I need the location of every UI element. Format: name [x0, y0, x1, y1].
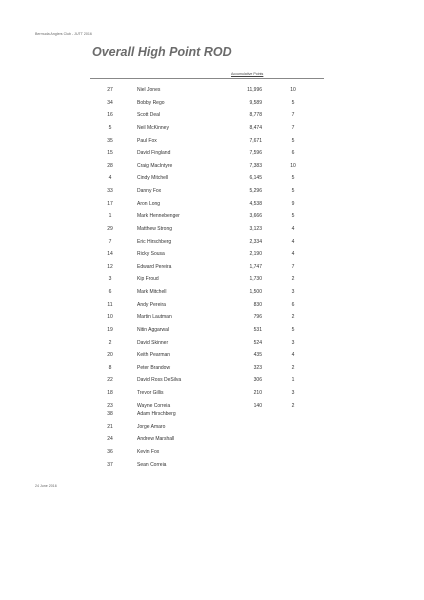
list-item [0, 424, 424, 437]
angler-count: 2 [291, 314, 295, 321]
angler-number: 15 [107, 150, 113, 157]
angler-points: 11,996 [247, 87, 262, 93]
angler-points: 306 [253, 377, 262, 384]
angler-number: 2 [108, 339, 112, 346]
angler-name: Adam Hirschberg [137, 411, 176, 417]
page-title: Overall High Point ROD [92, 45, 232, 59]
angler-count: 5 [291, 137, 295, 144]
angler-name: Niel Jones [137, 87, 161, 93]
table-row [0, 188, 424, 201]
angler-count: 6 [291, 301, 295, 308]
angler-name: Cindy Mitchell [137, 175, 169, 182]
table-row [0, 302, 424, 315]
angler-name: David Ross DeSilva [137, 377, 182, 384]
table-row [0, 390, 424, 403]
angler-number: 29 [107, 225, 113, 232]
angler-points: 830 [253, 301, 262, 308]
angler-number: 17 [107, 200, 113, 207]
angler-number: 18 [107, 390, 113, 396]
angler-count: 3 [291, 390, 295, 396]
angler-points: 4,538 [249, 200, 262, 207]
angler-number: 5 [108, 124, 112, 131]
angler-number: 35 [107, 137, 113, 144]
angler-number: 24 [107, 436, 113, 443]
table-row [0, 226, 424, 239]
angler-count: 4 [291, 225, 295, 232]
angler-count: 5 [291, 99, 295, 106]
angler-name: Andy Pereira [137, 301, 166, 308]
angler-number: 4 [108, 175, 112, 182]
header-rule [90, 78, 324, 79]
table-row [0, 340, 424, 353]
header-note: Bermuda Anglers Club - JUTT 2016 [35, 32, 92, 36]
angler-points: 8,474 [249, 124, 262, 131]
angler-count: 3 [291, 289, 295, 295]
list-item [0, 462, 424, 475]
table-row [0, 377, 424, 390]
angler-count: 1 [291, 377, 295, 384]
angler-name: Matthew Strong [137, 225, 173, 232]
angler-name: Scott Deal [137, 112, 161, 119]
angler-count: 5 [291, 175, 295, 182]
angler-count: 9 [291, 200, 295, 207]
angler-count: 7 [291, 112, 295, 119]
table-row [0, 100, 424, 113]
angler-name: Wayne Correia [137, 402, 171, 409]
footer-date: 24 June 2016 [35, 484, 57, 488]
angler-name: Trevor Gillis [137, 390, 164, 396]
angler-number: 8 [108, 364, 112, 371]
list-item [0, 436, 424, 449]
angler-name: Edward Pereira [137, 263, 172, 270]
table-row [0, 163, 424, 176]
angler-number: 23 [107, 402, 113, 409]
table-row [0, 87, 424, 100]
table-row [0, 289, 424, 302]
angler-number: 27 [107, 87, 113, 93]
angler-name: Aron Long [137, 200, 161, 207]
angler-count: 5 [291, 188, 295, 194]
points-column-header: Accumulative Points [231, 72, 264, 76]
angler-points: 7,671 [249, 137, 262, 144]
angler-name: Andrew Marshall [137, 436, 175, 443]
angler-number: 19 [107, 326, 113, 333]
angler-points: 531 [253, 326, 262, 333]
angler-name: Paul Fox [137, 137, 157, 144]
angler-name: Bobby Rego [137, 99, 165, 106]
table-row [0, 327, 424, 340]
angler-number: 34 [107, 99, 113, 106]
angler-number: 33 [107, 188, 113, 194]
angler-number: 3 [108, 276, 112, 283]
angler-points: 1,747 [249, 263, 262, 270]
angler-count: 10 [290, 87, 296, 93]
standings-table [0, 87, 424, 415]
angler-number: 36 [107, 448, 113, 455]
no-points-list [0, 411, 424, 474]
angler-number: 12 [107, 263, 113, 270]
angler-name: Kip Froud [137, 276, 159, 283]
table-row [0, 251, 424, 264]
angler-number: 14 [107, 251, 113, 258]
table-row [0, 365, 424, 378]
angler-number: 1 [108, 213, 112, 220]
angler-name: Eric Hirschberg [137, 238, 172, 245]
angler-count: 4 [291, 238, 295, 245]
angler-count: 6 [291, 150, 295, 157]
angler-name: Craig MacIntyre [137, 162, 173, 169]
angler-name: Ricky Sousa [137, 251, 165, 258]
angler-count: 10 [290, 162, 296, 169]
angler-count: 2 [291, 364, 295, 371]
angler-name: Mark Mitchell [137, 289, 167, 295]
angler-points: 5,296 [249, 188, 262, 194]
angler-number: 37 [107, 461, 113, 468]
angler-name: Sean Correia [137, 461, 167, 468]
angler-points: 1,730 [249, 276, 262, 283]
angler-name: David Skinner [137, 339, 169, 346]
angler-points: 1,500 [249, 289, 262, 295]
table-row [0, 112, 424, 125]
table-row [0, 276, 424, 289]
angler-points: 796 [253, 314, 262, 321]
table-row [0, 239, 424, 252]
angler-name: Jorge Amaro [137, 423, 166, 430]
angler-number: 6 [108, 289, 112, 295]
table-row [0, 150, 424, 163]
list-item [0, 411, 424, 424]
angler-count: 5 [291, 326, 295, 333]
table-row [0, 175, 424, 188]
table-row [0, 201, 424, 214]
angler-points: 3,123 [249, 225, 262, 232]
table-row [0, 264, 424, 277]
angler-number: 38 [107, 411, 113, 417]
table-row [0, 314, 424, 327]
angler-name: Mark Hennebenger [137, 213, 180, 220]
angler-number: 21 [107, 423, 113, 430]
angler-points: 524 [253, 339, 262, 346]
angler-points: 6,145 [249, 175, 262, 182]
angler-points: 9,589 [249, 99, 262, 106]
angler-name: Nitin Aggarwal [137, 326, 169, 333]
angler-count: 3 [291, 339, 295, 346]
angler-points: 435 [253, 352, 262, 359]
angler-name: Kevin Fox [137, 448, 160, 455]
table-row [0, 352, 424, 365]
angler-points: 140 [253, 402, 262, 409]
angler-points: 8,778 [249, 112, 262, 119]
angler-number: 28 [107, 162, 113, 169]
angler-number: 16 [107, 112, 113, 119]
angler-name: Peter Brandow [137, 364, 171, 371]
angler-count: 4 [291, 251, 295, 258]
angler-count: 7 [291, 263, 295, 270]
angler-points: 323 [253, 364, 262, 371]
angler-name: Martin Lautman [137, 314, 172, 321]
angler-name: Danny Fox [137, 188, 162, 194]
angler-points: 2,190 [249, 251, 262, 258]
angler-number: 7 [108, 238, 112, 245]
table-row [0, 138, 424, 151]
angler-points: 7,383 [249, 162, 262, 169]
table-row [0, 125, 424, 138]
angler-count: 5 [291, 213, 295, 220]
angler-points: 7,596 [249, 150, 262, 157]
angler-name: David Fingland [137, 150, 171, 157]
angler-count: 7 [291, 124, 295, 131]
angler-count: 2 [291, 402, 295, 409]
angler-points: 3,666 [249, 213, 262, 220]
angler-points: 2,334 [249, 238, 262, 245]
table-row [0, 213, 424, 226]
angler-number: 22 [107, 377, 113, 384]
list-item [0, 449, 424, 462]
angler-name: Keith Pearman [137, 352, 171, 359]
angler-name: Neil McKinney [137, 124, 169, 131]
angler-count: 2 [291, 276, 295, 283]
angler-number: 10 [107, 314, 113, 321]
angler-number: 11 [107, 301, 113, 308]
angler-number: 20 [107, 352, 113, 359]
angler-points: 210 [253, 390, 262, 396]
angler-count: 4 [291, 352, 295, 359]
